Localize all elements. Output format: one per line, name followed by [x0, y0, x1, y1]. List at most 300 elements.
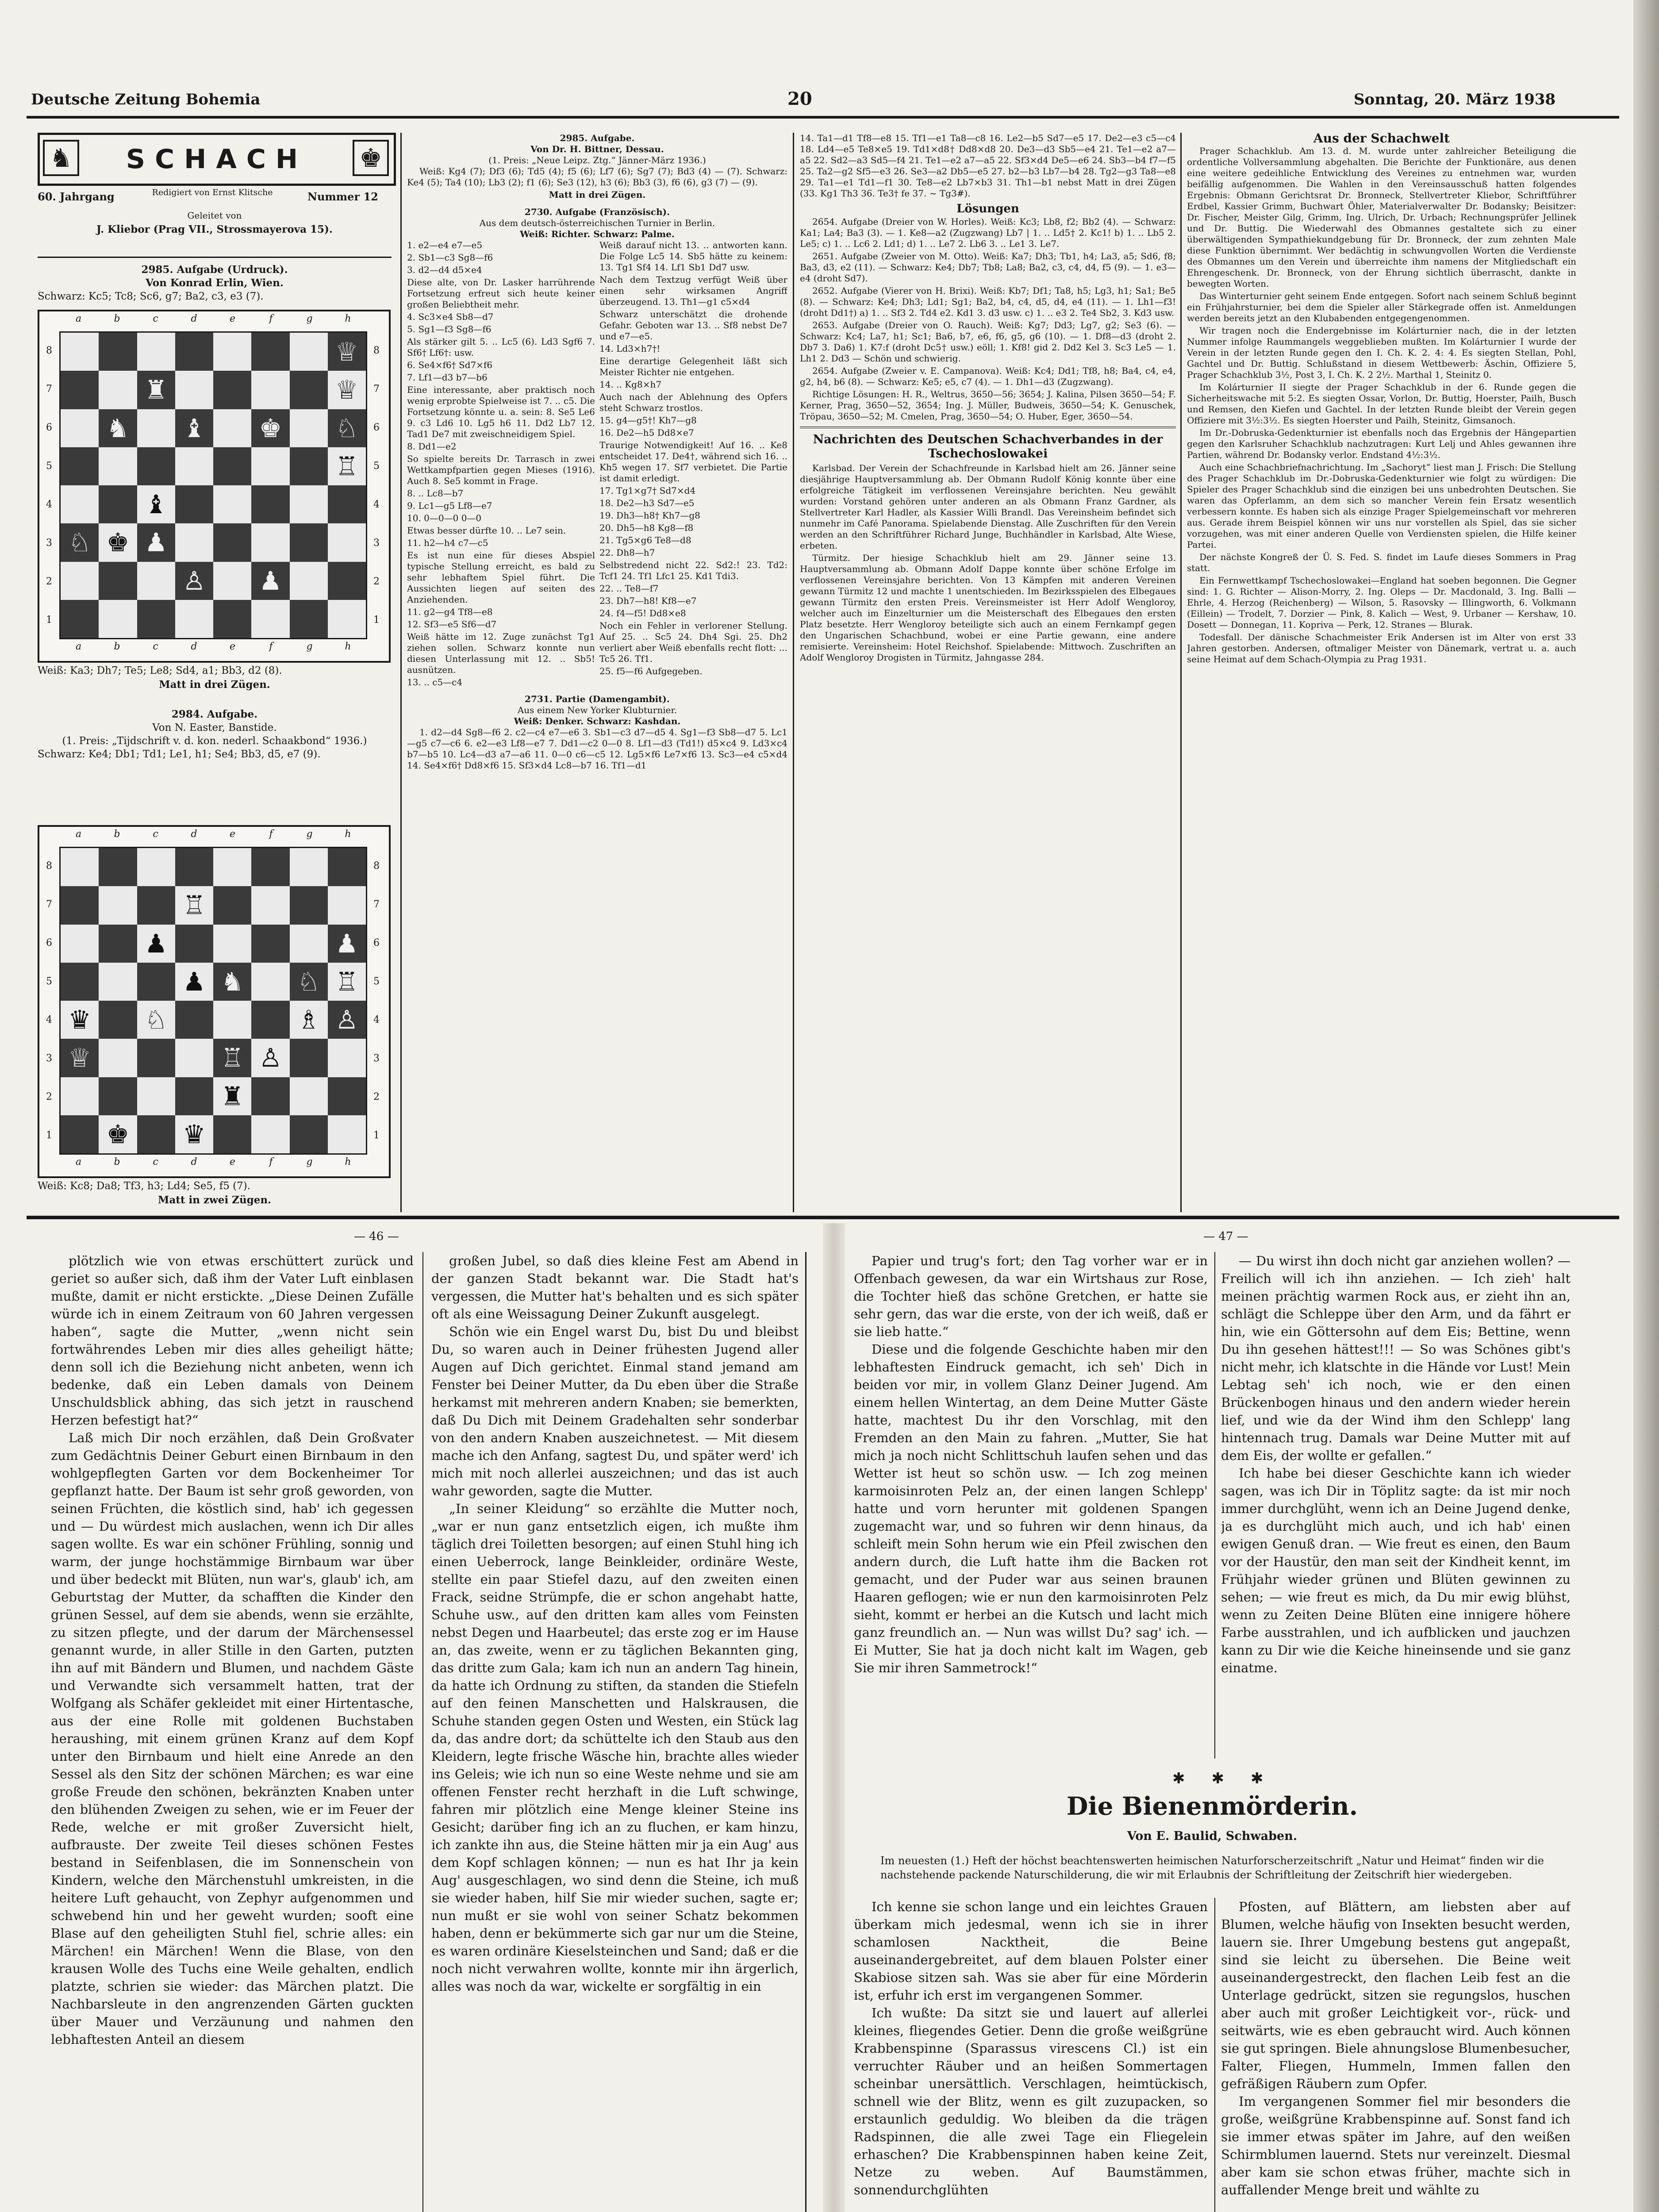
game-line: 25. f5—f6 Aufgegeben. — [599, 666, 703, 676]
c2-title-3: 2731. Partie (Damengambit). — [525, 694, 670, 704]
file-label: d — [191, 829, 197, 840]
board-1-files-top — [59, 313, 367, 326]
board-2-square — [213, 1001, 251, 1039]
file-label: c — [153, 641, 158, 652]
schachwelt-item: Wir tragen noch die Endergebnisse im Kolárturnier nach, die in der letzten Nummer infolge Raummangels weggeblieben mußten. Im Kolárturnier I wurde der Verein in der letzten Runde gegen den I. Ch. K. 2. 4: 4. Es siegten Stellan, Pohl, Gachtel und Dr. Buttig. Schlußstand in diesem Wettbewerb: Äschin, Offiziere 5, Prager Schachklub 3½, Post 3, I. Ch. K. 2 2½. Marthal 1, Steinitz 0. — [1187, 325, 1576, 380]
rank-label: 6 — [373, 422, 380, 433]
game-line: Etwas besser dürfte 10. .. Le7 sein. — [407, 525, 566, 536]
game-line: 13. .. c5—c4 — [407, 677, 463, 687]
novel-column-3 — [854, 1252, 1208, 1759]
c3-solutions-list — [800, 216, 1176, 388]
board-2-square: ♟ — [328, 925, 366, 963]
story-divider — [1214, 1898, 1215, 2212]
board-1-square: ♜ — [137, 371, 175, 409]
c3-moves: 14. Ta1—d1 Tf8—e8 15. Tf1—e1 Ta8—c8 16. Le2—b5 Sd7—e5 17. De2—e3 c5—c4 18. Ld4—e5 Te8×e5 19. Td1×d8† Dd8×d8 20. De3—d3 Sb5—e4 21. Te1—e2 a7—a5 22. Sd2—a3 Sd5—f4 21. Te1—e2 a7—a5 22. Sf3×d4 De5—e6 24. Sb3—b4 f7—f5 25. Ta2—g2 Sf5—e3 26. Se3—a2 Db5—e5 27. b2—b3 Lb7—b4 28. Tg2—g3 Ta8—e8 29. Ta1—e1 Td1—f1 30. Te8—e2 Lb7×b3 31. Th1—b1 nebst Matt in drei Zügen (33. Kg1 Th3 36. Te3† fe 37. ~ Tg3#). — [800, 133, 1176, 199]
board-1-square: ♙ — [175, 562, 213, 600]
file-label: e — [229, 1156, 236, 1167]
board-2-square — [251, 1077, 289, 1115]
novel-divider-2 — [1214, 1252, 1215, 1759]
story-column-2 — [1221, 1898, 1571, 2212]
board-1-square: ♟ — [251, 562, 289, 600]
game-line: 2. Sb1—c3 Sg8—f6 — [407, 252, 493, 263]
game-line: 15. g4—g5†! Kh7—g8 — [599, 415, 697, 426]
rank-label: 7 — [46, 384, 52, 395]
c2-source-3: Aus einem New Yorker Klubturnier. — [517, 705, 677, 715]
game-line: Diese alte, von Dr. Lasker harrührende Fortsetzung erfreut sich heute keiner großen Beliebtheit mehr. — [407, 277, 595, 310]
novel-page-right: — 47 — — [1203, 1230, 1248, 1243]
file-label: b — [114, 829, 120, 840]
board-1-square — [137, 333, 175, 371]
schachwelt-item: Im Kolárturnier II siegte der Prager Schachklub in der 6. Runde gegen die Sicherheitswache mit 5:2. Es siegten Ossar, Vorlon, Dr. Buttig, Hoerster, Pailh, Busch und Remsen, den Kiefen und Gachtel. In der letzten Runde bleibt der Verein gegen Offiziere mit 3½:3½. Es siegten Hoerster und Pailh, Steinitz, Gimsanoch. — [1187, 382, 1576, 426]
game-line: 18. De2—h3 Sd7—e5 — [599, 498, 695, 508]
file-label: g — [306, 829, 313, 840]
board-1-square — [61, 600, 99, 638]
board-1-square — [251, 523, 289, 561]
game-line: 16. De2—h5 Dd8×e7 — [599, 427, 694, 438]
schachwelt-item: Der nächste Kongreß der Ü. S. Fed. S. findet im Laufe dieses Sommers in Prag statt. — [1187, 552, 1576, 573]
col-divider-3 — [1180, 133, 1182, 1212]
col-divider-1 — [400, 133, 402, 1212]
board-1-square — [213, 523, 251, 561]
board-2-square: ♟ — [137, 925, 175, 963]
game-line: 19. Dh3—h8† Kh7—g8 — [599, 510, 700, 521]
game-line: 4. Sc3×e4 Sb8—d7 — [407, 311, 494, 322]
c2-game-part-a — [407, 240, 595, 689]
novel-column-2 — [431, 1252, 799, 2212]
board-1-square — [99, 371, 137, 409]
board-1-square: ♝ — [137, 485, 175, 523]
game-line: So spielte bereits Dr. Tarrasch in zwei Wettkampfpartien gegen Mieses (1916). Auch 8. Se5 kommt in Frage. — [407, 453, 595, 486]
news-item: Karlsbad. Der Verein der Schachfreunde in Karlsbad hielt am 26. Jänner seine diesjährige Hauptversammlung ab. Der Obmann Rudolf König konnte über eine erfolgreiche Tätigkeit im verflossenen Vereinsjahre berichten. Neu gewählt wurden: Vorstand gehören unter anderen an als Obmann Franz Gardner, als Stellvertreter Karl Hadler, als Kassier Willi Brandl. Das Vereinsheim befindet sich nunmehr im Café Panorama. Spielabende Dienstag. Alle Zuschriften für den Verein werden an den Schriftführer Richard Junge, Buchhändler in Karlsbad, Alte Wiese, erbeten. — [800, 463, 1176, 551]
board-2-square — [175, 1039, 213, 1077]
rank-label: 6 — [46, 937, 52, 949]
chess-column-2 — [407, 133, 787, 1212]
chess-board-1 — [38, 310, 391, 663]
board-1-square — [251, 600, 289, 638]
problem-1-heading — [38, 263, 392, 303]
story-paragraph: Pfosten, auf Blättern, am liebsten aber auf Blumen, welche häufig von Insekten besucht werden, lauern sie. Ihrer Umgebung bestens gut angepaßt, sind sie leicht zu übersehen. Die Beine weit auseinandergestreckt, den flachen Leib fest an die Unterlage gedrückt, sitzen sie regungslos, huschen aber auch mit großer Leichtigkeit vor-, rück- und seitwärts, wie es eben gebraucht wird. Auch können sie gut springen. Biele ahnungslose Blumenbesucher, Falter, Fliegen, Hummeln, Immen fallen den gefräßigen Räubern zum Opfer. — [1221, 1899, 1571, 2091]
board-1-square — [290, 371, 328, 409]
board-1-square — [213, 600, 251, 638]
rank-label: 6 — [46, 422, 52, 433]
board-2-square — [99, 1039, 137, 1077]
problem-1-white: Weiß: Ka3; Dh7; Te5; Le8; Sd4, a1; Bb3, d2 (8). — [38, 665, 282, 676]
board-1-square — [290, 333, 328, 371]
file-label: a — [75, 829, 82, 840]
board-2-square — [290, 1115, 328, 1153]
rank-label: 1 — [373, 614, 380, 626]
board-2-square — [251, 963, 289, 1001]
board-2-square — [137, 963, 175, 1001]
c3-solutions-title: Lösungen — [956, 202, 1019, 215]
game-line: 24. f4—f5! Dd8×e8 — [599, 608, 686, 618]
board-1-square — [213, 333, 251, 371]
board-2-files-bottom — [59, 1156, 367, 1170]
board-2-square: ♖ — [213, 1039, 251, 1077]
board-2-square — [290, 1039, 328, 1077]
file-label: g — [306, 1156, 313, 1167]
game-line: Weiß darauf nicht 13. .. antworten kann. Die Folge Lc5 14. Sb5 hätte zu keinem: 13. Tg1 Sf4 14. Lf1 Sb1 Dd7 usw. — [599, 240, 787, 273]
board-1-square — [251, 447, 289, 485]
board-1-square: ♕ — [328, 371, 366, 409]
file-label: g — [306, 641, 313, 652]
board-2-square — [99, 925, 137, 963]
game-line: Noch ein Fehler in verlorener Stellung. Auf 25. .. Sc5 24. Dh4 Sgi. 25. Dh2 verliert aber Weiß ebenfalls recht flott: ... Tc5 26. Tf1. — [599, 620, 787, 664]
file-label: f — [269, 313, 273, 324]
problem-1-task: Matt in drei Zügen. — [159, 679, 270, 691]
c2-task-1: Matt in drei Zügen. — [549, 189, 646, 200]
board-1-square — [61, 447, 99, 485]
rank-label: 2 — [373, 1091, 380, 1102]
file-label: f — [269, 641, 273, 652]
board-1-square — [99, 447, 137, 485]
board-2-files-top — [59, 829, 367, 842]
board-2-square — [213, 1115, 251, 1153]
problem-2-title: 2984. Aufgabe. — [171, 708, 258, 720]
game-line: Eine interessante, aber praktisch noch wenig erprobte Spielweise ist 7. .. c5. Die Fortsetzung könnte u. a. sein: 8. Se5 Le6 9. c3 Ld6 10. Lg5 h6 11. Dd2 Lb7 12. Tad1 De7 mit zweischneidigem Spiel. — [407, 384, 595, 439]
board-2-square — [137, 1039, 175, 1077]
file-label: d — [191, 313, 197, 324]
schachwelt-item: Das Winterturnier geht seinem Ende entgegen. Sofort nach seinem Schluß beginnt ein Frühjahrsturnier, bei dem die Spieler aller Stärkegrade offen ist. Anmeldungen werden bereits jetzt an den Klubabenden entgegengenommen. — [1187, 291, 1576, 323]
rank-label: 7 — [373, 899, 380, 910]
game-line: Traurige Notwendigkeit! Auf 16. .. Ke8 entscheidet 17. De4†, während sich 16. .. Kh5 wegen 17. Sf7 verbietet. Die Partie ist damit erledigt. — [599, 440, 787, 484]
board-2-square — [290, 925, 328, 963]
c3-news-list — [800, 463, 1176, 663]
game-line: 23. Dh7—h8! Kf8—e7 — [599, 595, 697, 606]
story-paragraph: Ich wußte: Da sitzt sie und lauert auf allerlei kleines, fliegendes Getier. Denn die große weißgrüne Krabbenspinne (Sparassus virescens Cl.) ist ein verruchter Räuber und an heißen Sommertagen scheinbar unersättlich. Verschlagen, heimtückisch, schnell wie der Blitz, wenn es gilt zuzupacken, so erstaunlich geduldig. Wo bleiben da die trägen Radspinnen, die alle zwei Tage ein Fliegelein erhaschen? Die Krabbenspinnen haben keine Zeit, Netze zu weben. Auf Baumstämmen, sonnendurchglühten — [854, 2005, 1208, 2197]
board-2-square — [61, 963, 99, 1001]
c3-solvers: Richtige Lösungen: H. R., Weltrus, 3650—56; 3654; J. Kalina, Pilsen 3650—54; F. Kerner, Prag, 3650—52, 3654; Ing. J. Müller, Budweis, 3650—54; K. Genuschek, Tröpau, 3650—52; M. Cmelen, Prag, 3650—54; O. Huber, Eger, 3650—54. — [800, 389, 1176, 422]
chess-redigiert: Redigiert von Ernst Klitsche — [152, 188, 273, 197]
problem-2-black: Schwarz: Ke4; Db1; Td1; Le1, h1; Se4; Bb3, d5, e7 (9). — [38, 749, 321, 760]
novel-paragraph: Ich habe bei dieser Geschichte kann ich wieder sagen, was ich Dir in Töplitz sagte: da ist mir noch immer durchglüht, wenn ich an Deine Jugend denke, ja es durchglüht mich auch, und ich hab' einen ewigen Genuß dran. — Wie freut es einen, den Baum vor der Haustür, den man seit der Kindheit kennt, im Frühjahr wieder grünen und Blüten gewinnen zu sehen; — wie freut es mich, da Du mir ewig blühst, wenn zu Zeiten Deine Blüten eine innigere höhere Farbe ausstrahlen, und ich aufblicken und jauchzen kann zu Dir wie die Keiche hineinsende und sie ganz einatme. — [1221, 1466, 1571, 1675]
game-line: Als stärker gilt 5. .. Lc5 (6). Ld3 Sgf6 7. Sf6† Lf6†: usw. — [407, 336, 595, 358]
board-2-square — [61, 1115, 99, 1153]
novel-paragraph: Diese und die folgende Geschichte haben mir den lebhaftesten Eindruck gemacht, ich seh' Dich in beiden vor mir, in vollem Glanz Deiner Jugend. Am einem hellen Wintertag, an dem Deine Mutter Gäste hatte, machtest Du ihr den Vorschlag, mit den Fremden an den Main zu fahren. „Mutter, Sie hat mich ja noch nicht Schlittschuh laufen sehen und das Wetter ist heut so schön usw. — Ich zog meinen karmoisinroten Pelz an, der einen langen Schlepp' hatte und vorn herunter mit goldenen Spangen zugemacht war, und so fuhren wir denn hinaus, da schleift mein Sohn herum wie ein Pfeil zwischen den andern durch, die Luft hatte ihm die Backen rot gemacht, und der Puder war aus seinen braunen Haaren geflogen; wie er nun den karmoisinroten Pelz sieht, kommt er herbei an die Kutsch und lacht mich ganz freundlich an. — Nun was willst Du? sag' ich. — Ei Mutter, Sie hat ja doch nicht kalt im Wagen, geb Sie mir ihren Sammetrock!“ — [854, 1342, 1208, 1675]
solution-item: 2651. Aufgabe (Zweier von M. Otto). Weiß: Ka7; Dh3; Tb1, h4; La3, a5; Sd6, f8; Ba3, d3, e2 (11). — Schwarz: Ke4; Db7; Tb8; La8; Ba2, c3, c4, d4, f5 (9). — 1. e3—e4 (droht Sd7). — [800, 251, 1176, 284]
game-line: Nach dem Textzug verfügt Weiß über einen sehr wirksamen Angriff überzeugend. 13. Th1—g1 c5×d4 — [599, 274, 787, 307]
board-1-square — [213, 447, 251, 485]
novel-paragraph: Papier und trug's fort; den Tag vorher war er in Offenbach gewesen, da war ein Wirtshaus zur Rose, die Tochter hieß das schöne Gretchen, er hatte sie sehr gern, das war die erste, von der ich weiß, daß er sie lieb hatte.“ — [854, 1253, 1208, 1339]
board-2-square: ♘ — [290, 963, 328, 1001]
chess-banner-text: SCHACH — [126, 144, 308, 175]
chess-column-4 — [1187, 133, 1576, 1212]
rank-label: 6 — [373, 937, 380, 949]
board-2-square — [290, 886, 328, 924]
rank-label: 7 — [46, 899, 52, 910]
board-1-square — [61, 371, 99, 409]
board-1-square — [137, 409, 175, 447]
game-line: Es ist nun eine für dieses Abspiel typische Stellung erreicht, es bald zu sehr lebhaftem Spiel führt. Die Aussichten liegen auf seiten des Anziehenden. — [407, 550, 595, 605]
file-label: e — [229, 313, 236, 324]
board-2-square: ♙ — [251, 1039, 289, 1077]
board-1-square — [290, 523, 328, 561]
board-2-square — [328, 848, 366, 886]
game-line: 22. .. Te8—f7 — [599, 583, 659, 594]
board-2-square — [251, 1001, 289, 1039]
game-line: 14. .. Kg8×h7 — [599, 379, 662, 390]
chess-banner — [38, 133, 396, 186]
file-label: e — [229, 829, 236, 840]
c2-players-3: Weiß: Denker. Schwarz: Kashdan. — [514, 716, 681, 726]
chess-column-3 — [800, 133, 1176, 1212]
story-paragraph: Ich kenne sie schon lange und ein leichtes Grauen überkam mich jedesmal, wenn ich sie in ihrer schamlosen Nacktheit, die Beine auseinandergebreitet, auf dem blauen Polster einer Skabiose sitzen sah. Was sie aber für eine Mörderin ist, erfuhr ich erst im vergangenen Sommer. — [854, 1899, 1208, 2003]
game-line: 14. Ld3×h7†! — [599, 343, 661, 354]
board-2-square — [290, 1077, 328, 1115]
board-1-square — [290, 562, 328, 600]
chess-nummer: Nummer 12 — [307, 190, 378, 203]
board-1-grid — [59, 331, 367, 639]
chess-geleitet: Geleitet von — [187, 210, 242, 221]
problem-2-task: Matt in zwei Zügen. — [157, 1194, 272, 1206]
board-2-square — [61, 848, 99, 886]
solution-item: 2652. Aufgabe (Vierer von H. Brixi). Weiß: Kb7; Df1; Ta8, h5; Lg3, h1; Sa1; Be5 (8). — Schwarz: Ke4; Dh3; Ld1; Sg1; Ba2, b4, c4, d5, d4, e4 (11). — 1. Lh1—f3! (droht Dd1†) a) 1. .. Sf3 2. Td4 e2. Kd1 3. d3 usw. c) 1. .. e3 2. Te4 Sb2, 3. Kd3 usw. — [800, 285, 1176, 318]
king-logo-icon: ♚ — [353, 140, 389, 176]
game-line: 1. e2—e4 e7—e5 — [407, 240, 483, 250]
c4-title: Aus der Schachwelt — [1313, 133, 1450, 146]
chess-bottom-rule — [27, 1216, 1619, 1219]
board-1-square — [290, 485, 328, 523]
board-2-square — [99, 1077, 137, 1115]
rank-label: 8 — [46, 345, 52, 356]
board-2-square — [175, 848, 213, 886]
c2-title-1: 2985. Aufgabe. — [560, 133, 635, 143]
board-2-square — [213, 925, 251, 963]
problem-1-footer — [38, 664, 392, 692]
chess-jahrgang: 60. Jahrgang — [38, 190, 115, 203]
board-1-square — [213, 409, 251, 447]
game-line: 5. Sg1—f3 Sg8—f6 — [407, 324, 492, 334]
board-1-square: ♕ — [328, 333, 366, 371]
rank-label: 3 — [373, 538, 380, 549]
rank-label: 2 — [46, 576, 52, 587]
board-1-square — [61, 409, 99, 447]
file-label: c — [153, 1156, 158, 1167]
file-label: h — [345, 641, 351, 652]
novel-paragraph: Schön wie ein Engel warst Du, bist Du und bleibst Du, so waren auch in Deiner frühesten Jugend aller Augen auf Dich gerichtet. Einmal stand jemand am Fenster bei Deiner Mutter, da Du eben über die Straße herkamst mit mehreren andern Knaben; sie bemerkten, daß Du Dich mit Deinem Gradehalten sehr sonderbar von den andern Knaben auszeichnetest. — Mit diesem mache ich den Anfang, sagtest Du, und später werd' ich mich mit noch allerlei auszeichnen; und das ist auch wahr geworden, sagte die Mutter. — [431, 1324, 799, 1498]
board-2-grid — [59, 847, 367, 1155]
board-1-square — [290, 409, 328, 447]
game-line: 8. Dd1—e2 — [407, 441, 457, 452]
c2-players-2: Weiß: Richter. Schwarz: Palme. — [520, 229, 675, 239]
board-2-square — [137, 886, 175, 924]
rank-label: 1 — [46, 1130, 52, 1141]
header-left: Deutsche Zeitung Bohemia — [31, 91, 261, 108]
rank-label: 4 — [373, 499, 380, 510]
story-paragraph: Im vergangenen Sommer fiel mir besonders die große, weißgrüne Krabbenspinne auf. Sonst fand ich sie immer etwas später im Jahre, auf den weißen Schirmblumen lauernd. Stets nur vereinzelt. Diesmal aber kam sie schon etwas früher, machte sich in auffallender Menge breit und wählte zu — [1221, 2094, 1571, 2197]
game-line: 11. h2—h4 c7—c5 — [407, 538, 488, 548]
board-2-square — [99, 963, 137, 1001]
novel-paragraph: „In seiner Kleidung“ so erzählte die Mutter noch, „war er nun ganz entsetzlich eigen, ich mußte ihm täglich drei Toiletten besorgen; auf einen Stuhl hing ich einen Ueberrock, lange Beinkleider, ordinäre Weste, stellte ein paar Stiefel dazu, auf den zweiten einen Frack, seidne Strümpfe, die er schon angehabt hatte, Schuhe usw., auf den dritten kam alles vom Feinsten nebst Degen und Haarbeutel; das erste zog er im Hause an, das zweite, wenn er zu täglichen Bekannten ging, das dritte zum Gala; kam ich nun an andern Tag hinein, da hatte ich Ordnung zu stiften, da standen die Stiefeln auf den feinen Manschetten und Halskrausen, die Schuhe standen gegen Osten und Westen, ein Stück lag da, das andre dort; da schüttelte ich den Staub aus den Kleidern, legte frische Wäsche hin, brachte alles wieder ins Geleis; wie ich nun so eine Weste nehme und sie am offenen Fenster recht herzhaft in die Luft schwinge, fahren mir plötzlich eine Menge kleiner Steine ins Gesicht; darüber fing ich an zu fluchen, er kam hinzu, ich zankte ihn aus, die Steine hätten mir ja ein Aug' aus dem Kopf schlagen können; — nun es hat Ihr ja kein Aug' ausgeschlagen, wo sind denn die Steine, ich muß sie wieder haben, hilf Sie mir wieder suchen, sagte er; nun mußt er sie wohl von seiner Schatz bekommen haben, denn er bekümmerte sich gar nur um die Steine, es waren ordinäre Kieselsteinchen und Sand; daß er die noch nicht verwahren wollte, konnte mir ihn ärgerlich, alles was noch da war, wickelte er sorgfältig in ein — [431, 1501, 799, 1994]
c2-author-1: Von Dr. H. Bittner, Dessau. — [530, 144, 664, 154]
rank-label: 8 — [373, 345, 380, 356]
board-2-square — [61, 886, 99, 924]
c2-source-1: (1. Preis: „Neue Leipz. Ztg.“ Jänner-März 1936.) — [488, 155, 706, 165]
schachwelt-item: Im Dr.-Dobruska-Gedenkturnier ist ebenfalls noch das Ergebnis der Hängepartien gegen den Karlsruher Schachklub nachzutragen: Kurt Lelj und Ahles gewannen ihre Partien, während Dr. Bodansky verlor. Endstand 4½:3½. — [1187, 427, 1576, 460]
board-1-square: ♘ — [61, 523, 99, 561]
board-1-square — [328, 485, 366, 523]
file-label: a — [75, 641, 82, 652]
board-2-square — [328, 886, 366, 924]
knight-logo-icon: ♞ — [43, 140, 79, 176]
file-label: d — [191, 1156, 197, 1167]
col-divider-2 — [793, 133, 794, 1212]
novel-paragraph: Laß mich Dir noch erzählen, daß Dein Großvater zum Gedächtnis Deiner Geburt einen Birnbaum in den wohlgepflegten Garten vor dem Bockenheimer Tor gepflanzt hatte. Der Baum ist sehr groß geworden, von seinen Früchten, die köstlich sind, hab' ich gegessen und — Du würdest mich auslachen, wenn ich Dir alles sagen wollte. Es war ein schöner Frühling, sonnig und warm, der junge hochstämmige Birnbaum war über und über bedeckt mit Blüten, nun war's, glaub' ich, am Geburtstag der Mutter, da schafften die Kinder den grünen Sessel, auf dem sie abends, wenn sie erzählte, zu sitzen pflegte, und der darum der Märchensessel genannt wurde, in aller Stille in den Garten, putzten ihn auf mit Bändern und Blumen, und nachdem Gäste und Verwandte sich versammelt hatten, trat der Wolfgang als Schäfer gekleidet mit einer Hirtentasche, aus der eine Rolle mit goldenen Buchstaben heraushing, mit einem grünen Kranz auf dem Kopf unter den Birnbaum und hielt eine Anrede an den Sessel als den Sitz der schönen Märchen; es war eine große Freude den schönen, bekränzten Knaben unter den blühenden Zweigen zu sehen, wie er im Feuer der Rede, welche er mit großer Zuversicht hielt, aufbrauste. Der zweite Teil dieses schönen Festes bestand in Seifenblasen, die im Sonnenschein von Kindern, welche den Märchenstuhl umkreisten, in die heitere Luft gehaucht, von Zephyr aufgenommen und schwebend hin und her geweht wurden; sooft eine Blase auf den geheiligten Stuhl fiel, schrie alles: ein Märchen! ein Märchen! Wenn die Blase, von den krausen Wolle des Tuchs eine Weile gehalten, endlich platzte, schrien sie wieder: das Märchen platzt. Die Nachbarsleute in den angrenzenden Gärten guckten über Mauer und Verzäunung und nahmen den lebhaftesten Anteil an diesem — [51, 1430, 414, 2047]
board-2-square — [99, 848, 137, 886]
c3-news-rule — [800, 426, 1176, 428]
problem-2-source: (1. Preis: „Tijdschrift v. d. kon. nederl. Schaakbond“ 1936.) — [62, 735, 367, 747]
file-label: g — [306, 313, 313, 324]
board-1-ranks-right — [369, 331, 384, 639]
file-label: e — [229, 641, 236, 652]
c3-news-title: Nachrichten des Deutschen Schachverbandes in der Tschechoslowakei — [813, 433, 1163, 461]
problem-1-black: Schwarz: Kc5; Tc8; Sc6, g7; Ba2, c3, e3 (7). — [38, 291, 264, 302]
rank-label: 5 — [46, 976, 52, 987]
header-date: Sonntag, 20. März 1938 — [1354, 91, 1556, 108]
board-1-square — [99, 485, 137, 523]
rank-label: 8 — [46, 860, 52, 872]
file-label: f — [269, 829, 273, 840]
rank-label: 4 — [46, 1014, 52, 1025]
board-2-square: ♖ — [175, 886, 213, 924]
board-1-square — [137, 562, 175, 600]
board-1-square — [328, 523, 366, 561]
board-2-square: ♛ — [175, 1115, 213, 1153]
game-line: 7. Lf1—d3 b7—b6 — [407, 372, 488, 383]
solution-item: 2654. Aufgabe (Zweier v. E. Campanova). Weiß: Kc4; Dd1; Tf8, h8; Ba4, c4, e4, g2, h4, b6 (8). — Schwarz: Ke5; e5, c7 (4). — 1. Dh1—d3 (Zugzwang). — [800, 365, 1176, 387]
problem-2-heading — [38, 708, 392, 761]
rank-label: 5 — [373, 461, 380, 472]
board-1-ranks-left — [41, 331, 57, 639]
board-2-square — [251, 925, 289, 963]
board-2-square — [175, 1077, 213, 1115]
board-2-square: ♘ — [137, 1001, 175, 1039]
novel-paragraph: — Du wirst ihn doch nicht gar anziehen wollen? — Freilich will ich ihn anziehen. — Ich zieh' halt meinen prächtig warmen Rock aus, er zieht ihn an, schlägt die Schleppe über den Arm, und da fährt er hin, wie ein Göttersohn auf dem Eis; Bettine, wenn Du ihn gesehen hättest!!! — So was Schönes gibt's nicht mehr, ich klatschte in die Hände vor Lust! Mein Lebtag seh' ich noch, wie er den einen Brückenbogen hinaus und den andern wieder herein lief, und wie da der Wind ihm den Schlepp' lang hintennach trug. Damals war Deine Mutter mit auf dem Eis, der wollte er gefallen.“ — [1221, 1253, 1571, 1463]
problem-2-white: Weiß: Kc8; Da8; Tf3, h3; Ld4; Se5, f5 (7). — [38, 1180, 251, 1192]
story-title: Die Bienenmörderin. — [1066, 1792, 1358, 1821]
file-label: b — [114, 1156, 120, 1167]
board-1-square: ♖ — [328, 447, 366, 485]
story-intro: Im neuesten (1.) Heft der höchst beachtenswerten heimischen Naturforscherzeitschrift „Natur und Heimat“ finden wir die nachstehende packende Naturschilderung, die wir mit Erlaubnis der Schriftleitung der Zeitschrift hier wiedergeben. — [880, 1855, 1544, 1881]
board-1-square: ♘ — [328, 409, 366, 447]
file-label: b — [114, 313, 120, 324]
board-1-square — [99, 562, 137, 600]
game-line: 22. Dh8—h7 — [599, 547, 655, 558]
problem-1-title: 2985. Aufgabe (Urdruck). — [141, 264, 288, 276]
rank-label: 8 — [373, 860, 380, 872]
novel-paragraph: plötzlich wie von etwas erschüttert zurück und geriet so außer sich, daß ihm der Vater Luft einblasen mußte, damit er nicht erstickte. „Diese Deinen Zufälle würde ich in einem Zeitraum von 60 Jahren vergessen haben“, sagte die Mutter, „wenn nicht sein fortwährendes Leben mir dies alles geheiligt hätte; denn soll ich die Beziehung nicht anbeten, wenn ich bedenke, daß ein Leben damals von Deinem Unschuldsblick abhing, das sich jetzt in rauschend Herzen befestigt hat?“ — [51, 1253, 414, 1428]
board-1-square — [99, 600, 137, 638]
board-1-square — [251, 371, 289, 409]
game-line: Auch nach der Ablehnung des Opfers steht Schwarz trostlos. — [599, 392, 787, 413]
c2-moves-1: Weiß: Kg4 (7); Df3 (6); Td5 (4); f5 (6); Lf7 (6); Sg7 (7); Bd3 (4) — (7). Schwarz: Ke4 (5); Ta4 (10); Lb3 (2); f1 (6); Se3 (12), h3 (6); Bb3 (3), f6 (6), g3 (7) — (9). — [407, 166, 787, 188]
board-1-square: ♚ — [99, 523, 137, 561]
board-2-square — [99, 1001, 137, 1039]
board-1-square — [175, 485, 213, 523]
board-2-square — [137, 1077, 175, 1115]
game-line: Eine derartige Gelegenheit läßt sich Meister Richter nie entgehen. — [599, 356, 787, 377]
board-1-square: ♝ — [175, 409, 213, 447]
file-label: d — [191, 641, 197, 652]
board-2-square — [175, 1001, 213, 1039]
board-2-ranks-right — [369, 847, 384, 1155]
rank-label: 3 — [373, 1053, 380, 1064]
rank-label: 5 — [46, 461, 52, 472]
board-2-square — [290, 848, 328, 886]
board-1-square — [213, 562, 251, 600]
board-1-files-bottom — [59, 641, 367, 654]
file-label: c — [153, 829, 158, 840]
rank-label: 3 — [46, 538, 52, 549]
board-2-ranks-left — [41, 847, 57, 1155]
board-1-square — [137, 447, 175, 485]
board-2-square — [328, 1039, 366, 1077]
rank-label: 4 — [373, 1014, 380, 1025]
story-author: Von E. Baulid, Schwaben. — [1127, 1829, 1298, 1843]
game-line: 12. Sf3—e5 Sf6—d7 — [407, 619, 497, 630]
board-2-square — [61, 925, 99, 963]
game-line: Selbstredend nicht 22. Sd2:! 23. Td2: Tcf1 24. Tf1 Lfc1 25. Kd1 Tdi3. — [599, 560, 787, 581]
game-line: 10. 0—0—0 0—0 — [407, 513, 482, 523]
schachwelt-item: Todesfall. Der dänische Schachmeister Erik Andersen ist im Alter von erst 33 Jahren gestorben. Andersen, oftmaliger Meister von Dänemark, vertrat u. a. auch seine Heimat auf dem Schach-Olympia zu Prag 1931. — [1187, 632, 1576, 664]
scan-edge-shadow — [1633, 0, 1659, 2212]
rank-label: 7 — [373, 384, 380, 395]
board-1-square — [61, 562, 99, 600]
board-2-square: ♕ — [61, 1039, 99, 1077]
board-1-square: ♟ — [137, 523, 175, 561]
news-item: Türmitz. Der hiesige Schachklub hielt am 29. Jänner seine 13. Hauptversammlung ab. Obmann Adolf Dappe konnte über schöne Erfolge im verflossenen Vereinsjahre berichten. Von 13 Kämpfen mit anderen Vereinen gewann Türmitz 12 und machte 1 unentschieden. Im Bezirksspielen des Elbegaues gewann Türmitz den ersten Preis. Vereinsmeister ist Herr Adolf Wengloroy, welcher auch im Einzelturnier um die Meisterschaft des Elbegaues den ersten Platz besetzte. Herr Wengloroy beteiligte sich auch an einem Fernkampf gegen den Ungarischen Schachbund, wobei er eine Partie gewann, eine andere remisierte. Vereinsheim: Hotel Reichshof. Spielabende: Mittwoch. Zuschriften an Adolf Wengloroy Drogisten in Türmitz, Jahngasse 284. — [800, 553, 1176, 663]
rank-label: 5 — [373, 976, 380, 987]
solution-item: 2653. Aufgabe (Dreier von O. Rauch). Weiß: Kg7; Dd3; Lg7, g2; Se3 (6). — Schwarz: Kc4; La7, h1; Sc1; Ba6, b7, e6, f6, g5, g6 (10). — 1. Df8—d3 (droht 2. Db7 3. Da6) 1. K7:f (droht Dc5† usw.) eöll; 1. Kf8! gid 2. Dd2 Kel 3. Sc3 Le5 — 1. Lh1 2. Dd3 — Schön und schwierig. — [800, 320, 1176, 364]
board-2-square — [99, 886, 137, 924]
game-line: 6. Se4×f6† Sd7×f6 — [407, 360, 493, 370]
file-label: h — [345, 1156, 351, 1167]
board-1-square — [328, 562, 366, 600]
novel-column-1 — [51, 1252, 414, 2212]
game-line: Schwarz unterschätzt die drohende Gefahr. Geboten war 13. .. Sf8 nebst De7 und e7—e5. — [599, 309, 787, 342]
board-2-square — [251, 1115, 289, 1153]
schachwelt-item: Prager Schachklub. Am 13. d. M. wurde unter zahlreicher Beteiligung die ordentliche Vollversammlung abgehalten. Die Berichte der Funktionäre, aus denen eine weitere gedeihliche Entwicklung des Vereines zu entnehmen war, wurden beifällig aufgenommen. Die Wahlen in den Vereinsausschuß hatten folgendes Ergebnis: Obmann Gerichtsrat Dr. Bronneck, Stellvertreter Kliebor, Schriftführer Erdbel, Kassier Grimm, Buchwart Öhler, Materialverwalter Dr. Bodansky; Beisitzer: Dr. Fischer, Meister Gilg, Grimm, Ing. Ulrich, Dr. Urbach; Rechnungsprüfer Jellinek und Dr. Buttig. Die Wiederwahl des Obmannes gestaltete sich zu einer überwältigenden Sympathiekundgebung für Dr. Bronneck, der zum zehnten Male diese Funktion übernimmt. Wer bedächtig in schwungvollen Worten die Verdienste des Obmannes um den Verein und überreichte ihm namens der Mitgliedschaft ein Ehrengeschenk. Dr. Bronneck, von der Ehrung sichtlich überrascht, dankte in bewegten Worten. — [1187, 146, 1576, 289]
board-2-square — [137, 848, 175, 886]
board-2-square: ♟ — [175, 963, 213, 1001]
novel-paragraph: großen Jubel, so daß dies kleine Fest am Abend in der ganzen Stadt bekannt war. Die Stadt hat's vergessen, die Mutter hat's behalten und es sich später oft als eine Weissagung Deiner Zukunft ausgelegt. — [431, 1253, 799, 1321]
file-label: c — [153, 313, 158, 324]
board-1-square — [175, 371, 213, 409]
board-1-square — [213, 371, 251, 409]
board-2-square: ♙ — [328, 1001, 366, 1039]
board-1-square — [99, 333, 137, 371]
board-1-square: ♚ — [251, 409, 289, 447]
board-2-square — [137, 1115, 175, 1153]
chess-editor: J. Kliebor (Prag VII., Strossmayerova 15). — [96, 223, 333, 235]
board-1-square — [61, 333, 99, 371]
novel-divider-1 — [422, 1252, 423, 2212]
board-2-square: ♚ — [99, 1115, 137, 1153]
c2-game-table — [407, 240, 787, 689]
board-1-square: ♞ — [99, 409, 137, 447]
file-label: h — [345, 313, 351, 324]
rank-label: 1 — [46, 614, 52, 626]
board-1-square — [61, 485, 99, 523]
board-2-square — [328, 1115, 366, 1153]
rank-label: 3 — [46, 1053, 52, 1064]
fold-rule-left — [805, 1252, 806, 2212]
story-column-1 — [854, 1898, 1208, 2212]
game-line: 11. g2—g4 Tf8—e8 — [407, 607, 493, 617]
board-2-square — [251, 848, 289, 886]
solution-item: 2654. Aufgabe (Dreier von W. Horles). Weiß: Kc3; Lb8, f2; Bb2 (4). — Schwarz: Ka1; La4; Ba3 (3). — 1. Ke8—a2 (Zugzwang) Lb7 | 1. .. Ld5† 2. Kc1! b) 1. .. Lb5 2. Le5; c) 1. .. Lc6 2. Ld1; d) 1. .. Le7 2. Lb6 3. .. Le1 3. Le7. — [800, 216, 1176, 249]
board-2-square — [175, 925, 213, 963]
